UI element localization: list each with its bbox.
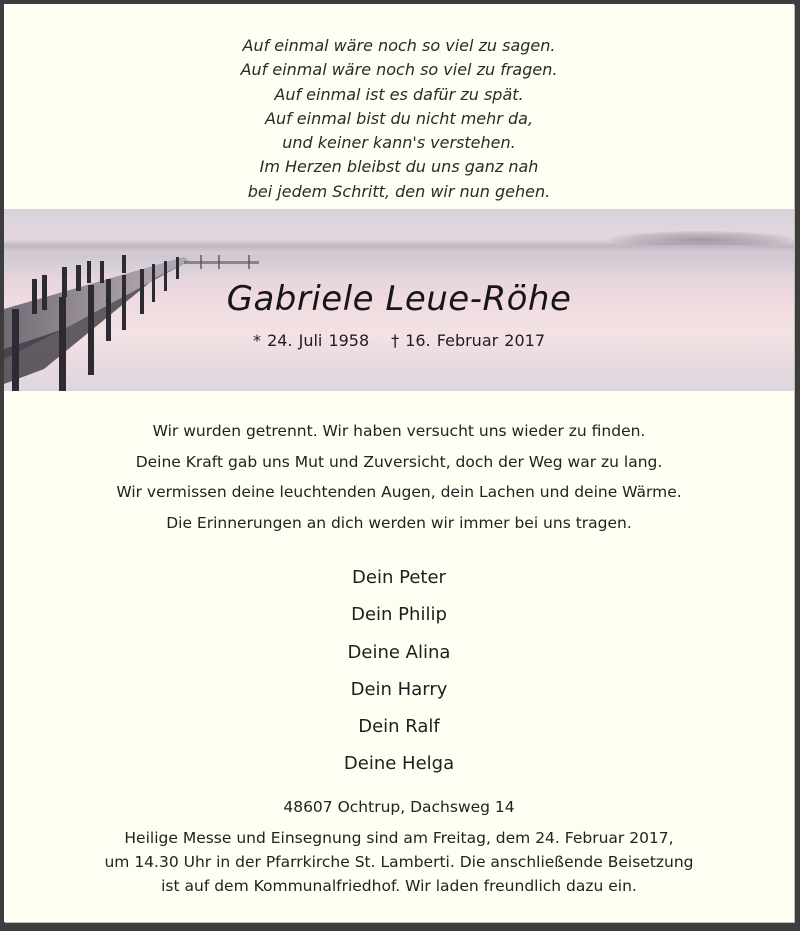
poem-line: bei jedem Schritt, den wir nun gehen. [247,181,551,201]
mourners-list [4,559,794,783]
service-line: um 14.30 Uhr in der Pfarrkirche St. Lamberti. Die anschließende Beisetzung [104,853,694,871]
poem-line: Auf einmal bist du nicht mehr da, [265,108,533,128]
poem-line: Im Herzen bleibst du uns ganz nah [259,157,539,177]
death-date: † 16. Februar 2017 [391,331,546,350]
poem-line: Auf einmal ist es dafür zu spät. [274,84,524,104]
poem-line: Auf einmal wäre noch so viel zu sagen. [242,36,556,55]
service-info [4,826,794,898]
distant-island [609,231,794,245]
life-dates [4,331,794,350]
birth-date: * 24. Juli 1958 [252,331,370,350]
banner-photo [4,209,794,391]
poem-line: und keiner kann's verstehen. [282,133,516,153]
farewell-line: Wir vermissen deine leuchtenden Augen, dein Lachen und deine Wärme. [116,483,682,501]
service-line: Heilige Messe und Einsegnung sind am Freitag, dem 24. Februar 2017, [124,829,674,847]
deceased-name: Gabriele Leue-Röhe [226,279,572,319]
service-line: ist auf dem Kommunalfriedhof. Wir laden freundlich dazu ein. [161,877,637,895]
farewell-line: Deine Kraft gab uns Mut und Zuversicht, doch der Weg war zu lang. [135,452,663,471]
mourner: Dein Peter [352,567,446,588]
farewell-text [4,416,794,538]
mourner: Deine Alina [347,641,451,663]
mourner: Dein Ralf [358,716,440,738]
mourner: Dein Harry [350,678,448,700]
poem [4,34,794,204]
farewell-line: Wir wurden getrennt. Wir haben versucht uns wieder zu finden. [152,422,646,440]
address: 48607 Ochtrup, Dachsweg 14 [283,798,515,816]
poem-line: Auf einmal wäre noch so viel zu fragen. [240,60,558,80]
obituary-notice [4,4,794,922]
mourner: Deine Helga [343,753,455,775]
farewell-line: Die Erinnerungen an dich werden wir immer bei uns tragen. [166,513,632,532]
mourner: Dein Philip [351,604,447,626]
